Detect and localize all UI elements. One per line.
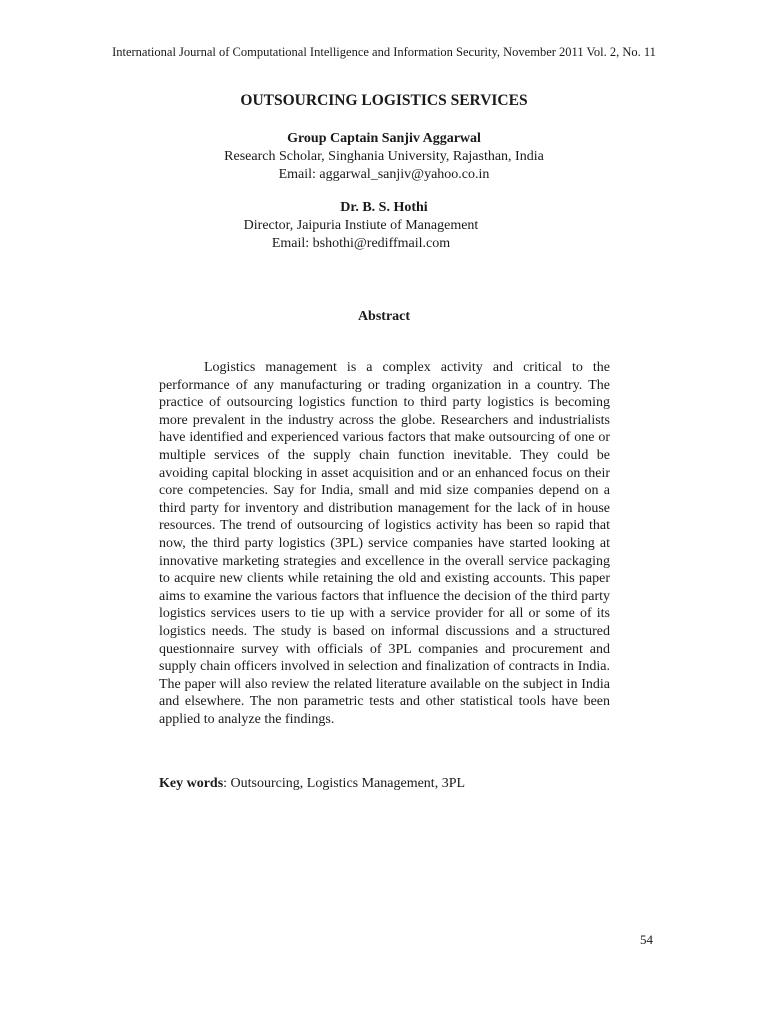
author-name: Dr. B. S. Hothi — [340, 200, 428, 215]
author-email: Email: bshothi@rediffmail.com — [271, 236, 451, 251]
author-block-2 — [0, 199, 768, 253]
page-number: 54 — [640, 932, 653, 947]
keywords-line — [159, 775, 610, 793]
abstract-heading: Abstract — [357, 309, 411, 324]
paper-title: OUTSOURCING LOGISTICS SERVICES — [240, 92, 528, 109]
abstract-body: Logistics management is a complex activity and critical to the performance of any manufacturing or trading organization in a country. The practice of outsourcing logistics function to third party logistics is becoming more prevalent in the industry across the globe. Researchers and industrialists have identified and experienced various factors that make outsourcing of one or multiple services of the supply chain function inevitable. They could be avoiding capital blocking in asset acquisition and or an enhanced focus on their core competencies. Say for India, small and mid size companies depend on a third party for inventory and distribution management for the lack of in house resources. The trend of outsourcing of logistics activity has been so rapid that now, the third party logistics (3PL) service companies have started looking at innovative marketing strategies and excellence in the overall service packaging to acquire new clients while retaining the old and existing accounts. This paper aims to examine the various factors that influence the decision of the third party logistics services users to tie up with a service provider for all or some of its logistics needs. The study is based on informal discussions and a structured questionnaire survey with officials of 3PL companies and procurement and supply chain officers involved in selection and finalization of contracts in India. The paper will also review the related literature available on the subject in India and elsewhere. The non parametric tests and other statistical tools have been applied to analyze the findings. — [159, 360, 610, 727]
author-affiliation: Research Scholar, Singhania University, Rajasthan, India — [224, 149, 544, 164]
journal-header: International Journal of Computational Intelligence and Information Security, November 2011 Vol. 2, No. 11 — [112, 45, 656, 59]
author-name: Group Captain Sanjiv Aggarwal — [287, 131, 481, 146]
keywords-value: : Outsourcing, Logistics Management, 3PL — [223, 776, 466, 791]
author-email: Email: aggarwal_sanjiv@yahoo.co.in — [278, 167, 490, 182]
author-affiliation: Director, Jaipuria Instiute of Management — [243, 218, 479, 233]
author-block-1 — [0, 130, 768, 184]
keywords-label: Key words — [159, 776, 224, 791]
